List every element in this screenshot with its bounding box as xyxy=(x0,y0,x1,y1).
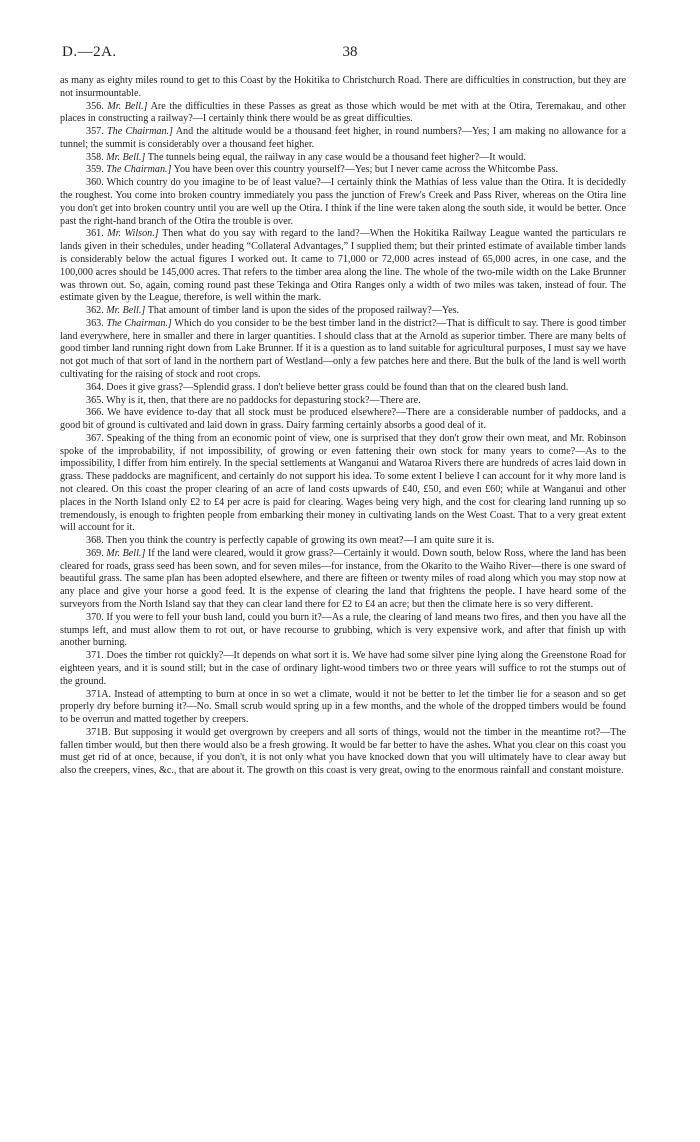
question-number: 359. xyxy=(86,164,104,176)
speaker-name: Mr. Bell.] xyxy=(106,547,146,559)
paragraph-text: If you were to fell your bush land, could you burn it?—As a rule, the clearing of land means two fires, and then you have all the stumps left, and must allow them to rot out, or have recourse to grubbing, which is very expensive work, and after that finish up with another burning. xyxy=(60,611,626,649)
question-number: 368. xyxy=(86,535,104,547)
question-number: 371B. xyxy=(86,726,111,738)
evidence-paragraph xyxy=(60,407,626,433)
paragraph-text: Does the timber rot quickly?—It depends on what sort it is. We have had some silver pine lying along the Greenstone Road for eighteen years, and it is sound still; but in the case of ordinary light-wood timbers two or three years will suffice to rot the stumps out of the ground. xyxy=(60,650,626,687)
paragraph-text: You have been over this country yourself?—Yes; but I never came across the Whitcombe Pass. xyxy=(173,164,559,176)
paragraph-text: as many as eighty miles round to get to this Coast by the Hokitika to Christchurch Road. There are difficulties in construction, but they are not insurmountable. xyxy=(60,75,626,99)
paragraph-text: The tunnels being equal, the railway in any case would be a thousand feet higher?—It would. xyxy=(147,151,526,163)
paragraph-text: Then what do you say with regard to the land?—When the Hokitika Railway League wanted the particulars re lands given in their schedules, under heading “Collateral Advantages,” I supplied them; but their printed estimate of available timber lands is considerably below the actual figures I worked out. It came to 71,000 or 72,000 acres instead of 65,000 acres, in one case, and the 100,000 acres should be 145,000 acres. That refers to the timber area along the line. The whole of the two-mile width on the Lake Brunner was thrown out. So, again, coming round past these Tekinga and Otira Ranges only a width of two miles was taken, instead of four. The estimate given by the League, therefore, is well within the mark. xyxy=(60,228,626,304)
question-number: 361. xyxy=(86,228,104,240)
page-header xyxy=(0,44,700,66)
paragraph-text: Are the difficulties in these Passes as great as those which would be met with at the Otira, Teremakau, and other places in constructing a railway?—I certainly think there would be as great difficulties. xyxy=(60,100,627,125)
question-number: 365. xyxy=(86,394,104,406)
paragraph-text: Instead of attempting to burn at once in so wet a climate, would it not be better to let the timber lie for a season and so get properly dry before burning it?—No. Small scrub would spring up in a few months, and the whole of the dropped timbers would be found to be overrun and matted together by creepers. xyxy=(60,688,626,726)
speaker-name: The Chairman.] xyxy=(106,317,172,329)
paragraph-text: Does it give grass?—Splendid grass. I don't believe better grass could be found than that on the cleared bush land. xyxy=(106,381,569,393)
question-number: 367. xyxy=(86,432,104,444)
evidence-paragraph xyxy=(60,75,626,101)
evidence-paragraph xyxy=(60,126,626,152)
evidence-paragraph xyxy=(60,612,626,650)
question-number: 371A. xyxy=(86,688,112,700)
question-number: 366. xyxy=(86,407,104,419)
paragraph-text: Which country do you imagine to be of least value?—I certainly think the Mathias of less value than the Otira. It is decidedly the roughest. You come into broken country immediately you pass the junction of Frew's Creek and Pass River, whereas on the Otira line you don't get into broken country until you are well up the Otira. I think if the line were taken along the south side, it would be better. Once past the right-hand branch of the Otira the trouble is over. xyxy=(60,177,626,227)
question-number: 363. xyxy=(86,317,104,329)
evidence-paragraph xyxy=(60,305,626,318)
paragraph-text: If the land were cleared, would it grow grass?—Certainly it would. Down south, below Ross, where the land has been cleared for roads, grass seed has been sown, and for seven miles—for instance, from the Okarito to the Waiho River—there is one sward of beautiful grass. The same plan has been adopted elsewhere, and there are fifteen or twenty miles of road along which you may stop now at any place and give your horse a good feed. It is the expense of clearing the land that frightens the people. I have heard some of the surveyors from the North Island say that they can clear land there for £2 to £4 an acre; but then the climate here is so very different. xyxy=(60,547,627,611)
question-number: 362. xyxy=(86,305,104,317)
question-number: 370. xyxy=(86,611,104,623)
speaker-name: The Chairman.] xyxy=(107,126,173,138)
evidence-paragraph xyxy=(60,535,626,548)
evidence-paragraph xyxy=(60,318,626,382)
evidence-paragraph xyxy=(60,228,626,305)
question-number: 364. xyxy=(86,381,104,393)
question-number: 356. xyxy=(86,100,104,112)
paragraph-text: But supposing it would get overgrown by creepers and all sorts of things, would not the timber in the meantime rot?—The fallen timber would, but then there would also be a fresh growing. It would be far better to have the ashes. What you clear on this coast you must get rid of at once, because, if you don't, it is not only what you have knocked down that you will ultimately have to clear away but also the creepers, vines, &c., that are about it. The growth on this coast is very great, owing to the enormous rainfall and constant moisture. xyxy=(60,726,627,777)
question-number: 371. xyxy=(86,650,104,662)
paragraph-text: And the altitude would be a thousand feet higher, in round numbers?—Yes; I am making no allowance for a tunnel; the summit is considerably over a thousand feet higher. xyxy=(60,126,626,150)
paragraph-text: We have evidence to-day that all stock must be produced elsewhere?—There are a considerable number of paddocks, and a good bit of ground is cultivated and laid down in grass. Dairy farming certainly absorbs a good deal of it. xyxy=(60,407,626,432)
page-body xyxy=(60,75,626,778)
question-number: 358. xyxy=(86,151,104,163)
evidence-paragraph xyxy=(60,164,626,177)
evidence-paragraph xyxy=(60,727,626,778)
evidence-paragraph xyxy=(60,152,626,165)
evidence-paragraph xyxy=(60,101,626,127)
question-number: 369. xyxy=(86,547,104,559)
paragraph-text: Speaking of the thing from an economic point of view, one is surprised that they don't grow their own meat, and Mr. Robinson spoke of the improbability, if not impossibility, of growing or even fattening their own stock for many years to come?—As to the impossibility, I differ from him entirely. In the special settlements at Wanganui and Wataroa Rivers there are hundreds of acres laid down in grass. These paddocks are magnificent, and certainly do not support his idea. To some extent I believe I can account for it why more land is not cleared. On this coast the proper clearing of an acre of land costs upwards of £40, £50, and even £60; while at Wanganui and other places in the North Island only £2 to £4 per acre is paid for clearing. Wages being very high, and the cost for clearing land running up so tremendously, is enough to frighten people from embarking their money in cultivating lands on the West Coast. That to a very great extent will account for it. xyxy=(60,432,627,534)
evidence-paragraph xyxy=(60,395,626,408)
speaker-name: Mr. Bell.] xyxy=(106,305,146,317)
page-number: 38 xyxy=(342,44,358,60)
evidence-paragraph xyxy=(60,433,626,535)
evidence-paragraph xyxy=(60,650,626,688)
paragraph-text: Then you think the country is perfectly capable of growing its own meat?—I am quite sure it is. xyxy=(106,535,495,547)
speaker-name: Mr. Wilson.] xyxy=(107,228,159,240)
speaker-name: Mr. Bell.] xyxy=(107,100,148,112)
speaker-name: The Chairman.] xyxy=(106,164,172,176)
evidence-paragraph xyxy=(60,382,626,395)
paragraph-text: Which do you consider to be the best timber land in the district?—That is difficult to say. There is good timber land everywhere, here in smaller and there in larger quantities. I should class that at the Arnold as superior timber. There are many belts of good timber land running right down from Lake Brunner. If it is a question as to land suitable for agricultural purposes, I must say we have not got much of that sort of land in the northern part of Westland—only a few patches here and there. But the bulk of the land is well worth cultivating for the raising of stock and root crops. xyxy=(60,317,626,380)
document-reference: D.—2A. xyxy=(62,44,117,60)
question-number: 360. xyxy=(86,177,104,189)
question-number: 357. xyxy=(86,126,104,138)
speaker-name: Mr. Bell.] xyxy=(106,151,146,163)
evidence-paragraph xyxy=(60,177,626,228)
paragraph-text: That amount of timber land is upon the sides of the proposed railway?—Yes. xyxy=(147,305,460,317)
evidence-paragraph xyxy=(60,548,626,612)
evidence-paragraph xyxy=(60,689,626,727)
paragraph-text: Why is it, then, that there are no paddocks for depasturing stock?—There are. xyxy=(106,394,421,406)
